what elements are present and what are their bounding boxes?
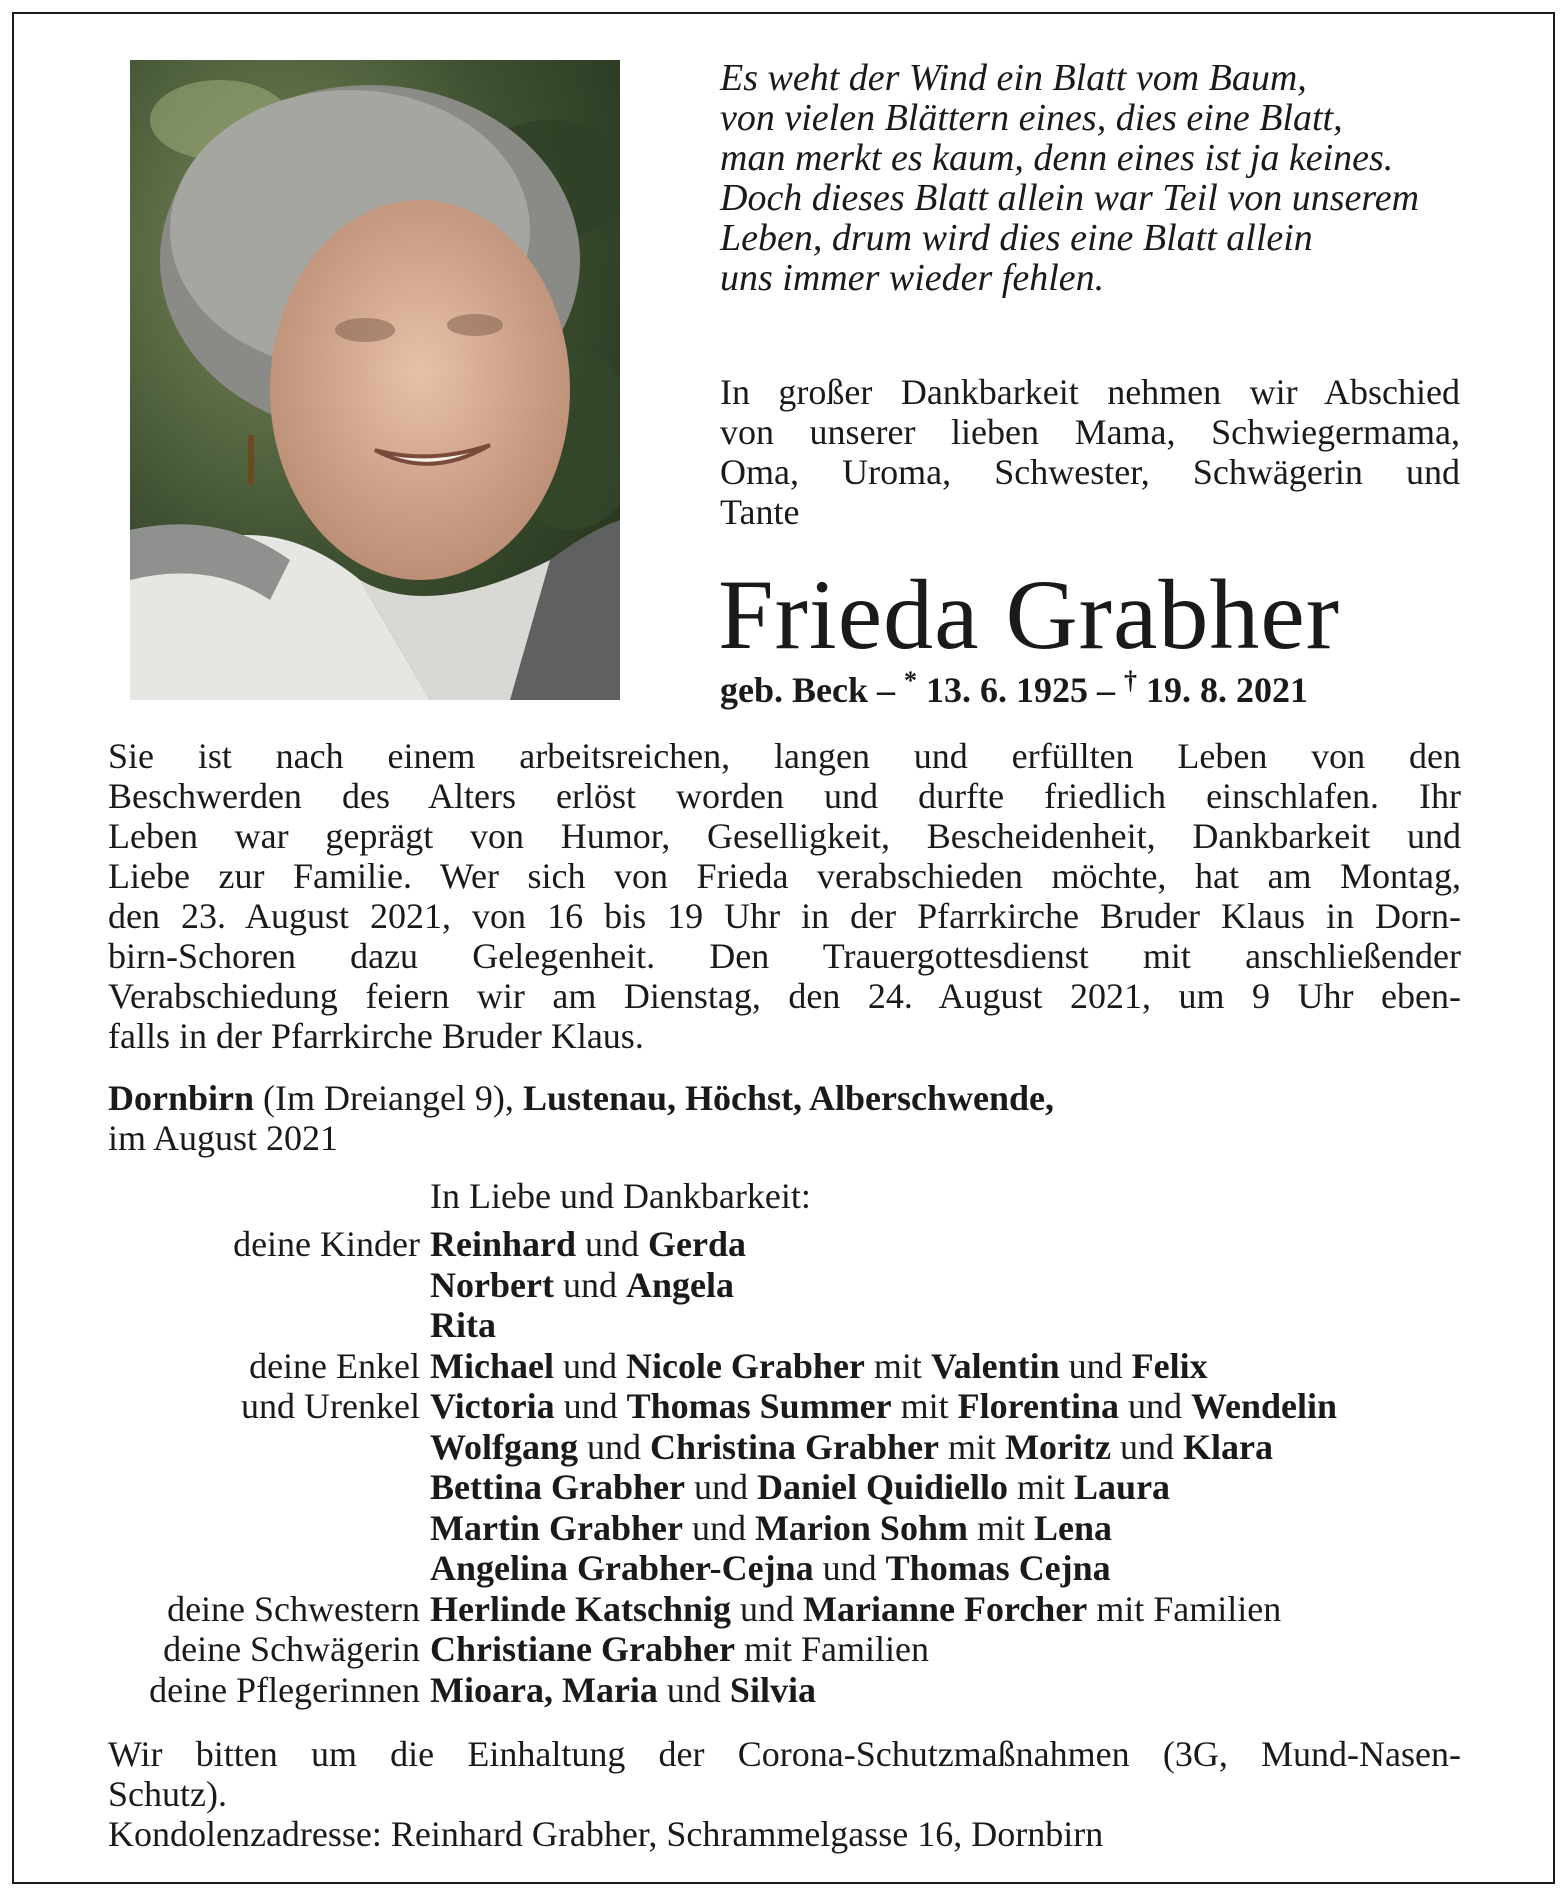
mourner-connector: und	[684, 1467, 757, 1507]
mourner-relation: deine Kinder	[233, 1224, 420, 1264]
mourner-connector: und	[731, 1588, 804, 1629]
place-date: im August 2021	[108, 1118, 339, 1158]
mourner-names	[430, 1427, 1273, 1468]
mourner-connector: mit Familien	[734, 1629, 929, 1669]
mourner-connector: und	[576, 1224, 649, 1264]
place-line	[108, 1078, 1054, 1118]
mourner-name: Norbert	[430, 1264, 554, 1305]
body-line: Sie ist nach einem arbeitsreichen, langen und erfüllten Leben von den	[108, 736, 1461, 776]
body-line: Liebe zur Familie. Wer sich von Frieda verabschieden möchte, hat am Montag,	[108, 856, 1461, 896]
mourner-row	[60, 1670, 1337, 1711]
mourner-name: Thomas Cejna	[885, 1548, 1111, 1588]
mourner-relation: deine Schwägerin	[163, 1629, 420, 1669]
portrait-photo	[130, 60, 620, 700]
mourner-name: Bettina Grabher	[430, 1467, 685, 1507]
death-cross-icon: †	[1124, 666, 1137, 695]
intro-line: Tante	[720, 492, 800, 532]
mourner-names	[430, 1548, 1111, 1589]
mourner-connector: mit	[864, 1345, 931, 1386]
mourner-connector: mit	[967, 1507, 1034, 1548]
mourner-relation	[60, 1508, 430, 1549]
mourner-row	[60, 1427, 1337, 1468]
mourner-row	[60, 1346, 1337, 1387]
mourner-name: Victoria	[430, 1386, 555, 1426]
mourner-names	[430, 1508, 1112, 1549]
mourner-name: Silvia	[729, 1669, 816, 1710]
mourner-name: Daniel Quidiello	[756, 1467, 1009, 1507]
footer-text	[108, 1734, 1461, 1854]
mourner-name: Laura	[1074, 1467, 1171, 1507]
poem-line: von vielen Blättern eines, dies eine Blatt,	[720, 97, 1343, 139]
place-city: Dornbirn	[108, 1078, 255, 1118]
mourner-name: Felix	[1131, 1345, 1208, 1386]
mourner-name: Wendelin	[1191, 1386, 1338, 1426]
mourner-relation: deine Schwestern	[167, 1588, 420, 1629]
mourner-name: Christina Grabher	[650, 1426, 940, 1467]
mourners-list	[60, 1224, 1337, 1710]
mourner-relation	[60, 1467, 430, 1508]
mourner-row	[60, 1548, 1337, 1589]
mourner-connector: und	[578, 1426, 651, 1467]
life-dates	[720, 668, 1308, 712]
body-line: Verabschiedung feiern wir am Dienstag, den 24. August 2021, um 9 Uhr eben-	[108, 976, 1461, 1016]
mourner-name: Wolfgang	[430, 1426, 579, 1467]
mourner-relation: und Urenkel	[241, 1386, 420, 1426]
intro-line: von unserer lieben Mama, Schwiegermama,	[720, 412, 1460, 452]
place-address: (Im Dreiangel 9),	[254, 1078, 523, 1118]
mourner-names	[430, 1670, 816, 1711]
mourner-row	[60, 1589, 1337, 1630]
mourner-names	[430, 1224, 746, 1265]
mourner-connector: mit	[939, 1426, 1006, 1467]
mourner-name: Marion Sohm	[754, 1507, 968, 1548]
mourner-names	[430, 1467, 1170, 1508]
mourner-name: Gerda	[648, 1224, 747, 1264]
mourner-name: Herlinde Katschnig	[430, 1588, 732, 1629]
portrait-photo-image	[130, 60, 620, 700]
mourner-relation	[60, 1305, 430, 1346]
mourner-row	[60, 1467, 1337, 1508]
mourner-name: Valentin	[930, 1345, 1060, 1386]
mourner-connector: mit	[1008, 1467, 1075, 1507]
mourner-names	[430, 1589, 1281, 1630]
intro-text	[720, 372, 1460, 532]
mourner-connector: und	[1119, 1386, 1191, 1426]
intro-line: Oma, Uroma, Schwester, Schwägerin und	[720, 452, 1460, 492]
mourner-relation: deine Pflegerinnen	[149, 1669, 420, 1710]
footer-line: Kondolenzadresse: Reinhard Grabher, Schrammelgasse 16, Dornbirn	[108, 1814, 1104, 1854]
mourner-connector: und	[1059, 1345, 1132, 1386]
mourner-name: Moritz	[1005, 1426, 1111, 1467]
mourner-connector: und	[1111, 1426, 1183, 1467]
mourner-connector: und	[682, 1507, 755, 1548]
mourner-connector: und	[813, 1548, 886, 1588]
mourner-relation	[60, 1548, 430, 1589]
mourner-name: Rita	[430, 1305, 496, 1345]
birth-name: geb. Beck –	[720, 670, 904, 710]
mourner-names	[430, 1265, 734, 1306]
mourner-relation	[60, 1265, 430, 1306]
mourner-name: Angela	[625, 1264, 734, 1305]
mourner-name: Klara	[1183, 1426, 1273, 1467]
mourner-row	[60, 1629, 1337, 1670]
poem-line: Doch dieses Blatt allein war Teil von unserem	[720, 177, 1420, 219]
footer-line: Wir bitten um die Einhaltung der Corona-Schutzmaßnahmen (3G, Mund-Nasen-	[108, 1734, 1461, 1774]
mourner-name: Angelina Grabher-Cejna	[430, 1548, 814, 1588]
mourner-connector: und	[553, 1264, 626, 1305]
mourner-row	[60, 1265, 1337, 1306]
body-line: Leben war geprägt von Humor, Geselligkeit, Bescheidenheit, Dankbarkeit und	[108, 816, 1461, 856]
mourner-names	[430, 1346, 1208, 1387]
mourner-row	[60, 1305, 1337, 1346]
mourner-connector: mit Familien	[1087, 1588, 1282, 1629]
mourner-connector: mit	[891, 1386, 958, 1426]
mourner-names	[430, 1305, 496, 1346]
obituary-text	[108, 736, 1461, 1056]
birth-date: 13. 6. 1925 –	[917, 670, 1124, 710]
mourner-name: Thomas Summer	[626, 1386, 892, 1426]
mourner-name: Mioara, Maria	[430, 1669, 658, 1710]
body-line: Beschwerden des Alters erlöst worden und durfte friedlich einschlafen. Ihr	[108, 776, 1461, 816]
mourner-name: Lena	[1033, 1507, 1112, 1548]
poem	[720, 58, 1480, 298]
mourner-names	[430, 1629, 929, 1670]
mourner-connector: und	[657, 1669, 730, 1710]
mourner-row	[60, 1508, 1337, 1549]
mourner-name: Marianne Forcher	[803, 1588, 1088, 1629]
birth-star-icon: *	[904, 666, 917, 695]
body-line: den 23. August 2021, von 16 bis 19 Uhr in der Pfarrkirche Bruder Klaus in Dorn-	[108, 896, 1461, 936]
death-date: 19. 8. 2021	[1137, 670, 1308, 710]
mourner-name: Nicole Grabher	[625, 1345, 865, 1386]
signoff: In Liebe und Dankbarkeit:	[430, 1176, 811, 1216]
intro-line: In großer Dankbarkeit nehmen wir Abschied	[720, 372, 1460, 412]
mourner-connector: und	[554, 1386, 627, 1426]
mourner-connector: und	[553, 1345, 626, 1386]
footer-line: Schutz).	[108, 1774, 227, 1814]
body-line: birn-Schoren dazu Gelegenheit. Den Trauergottesdienst mit anschließender	[108, 936, 1461, 976]
poem-line: Es weht der Wind ein Blatt vom Baum,	[720, 57, 1307, 99]
mourner-row	[60, 1224, 1337, 1265]
mourner-name: Michael	[430, 1345, 554, 1386]
poem-line: Leben, drum wird dies eine Blatt allein	[720, 217, 1313, 259]
poem-line: man merkt es kaum, denn eines ist ja keines.	[720, 137, 1394, 179]
mourner-relation	[60, 1427, 430, 1468]
place-others: Lustenau, Höchst, Alberschwende,	[522, 1078, 1054, 1118]
mourner-name: Martin Grabher	[430, 1507, 683, 1548]
mourner-row	[60, 1386, 1337, 1427]
body-line: falls in der Pfarrkirche Bruder Klaus.	[108, 1016, 644, 1056]
deceased-name: Frieda Grabher	[718, 559, 1341, 670]
poem-line: uns immer wieder fehlen.	[720, 257, 1105, 299]
mourner-name: Reinhard	[430, 1224, 577, 1264]
mourner-name: Florentina	[957, 1386, 1119, 1426]
mourner-name: Christiane Grabher	[430, 1629, 735, 1669]
mourner-names	[430, 1386, 1337, 1427]
mourner-relation: deine Enkel	[249, 1345, 420, 1386]
